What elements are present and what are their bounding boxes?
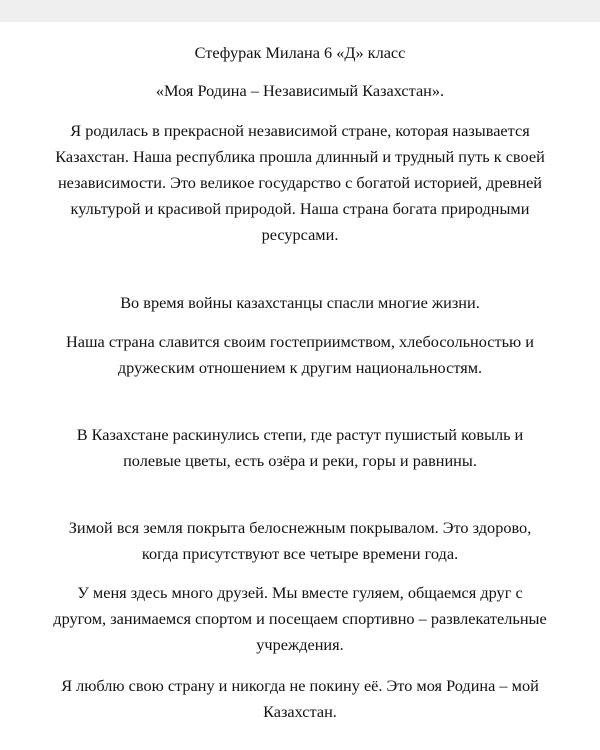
paragraph-1: Я родилась в прекрасной независимой стране, которая называется Казахстан. Наша республика прошла длинный и трудный путь к своей независимости. Это великое государство с богатой историей, древней культурой и красивой природой. Наша страна богата природными ресурсами. <box>55 121 545 244</box>
paragraph-7: Я люблю свою страну и никогда не покину её. Это моя Родина – мой Казахстан. <box>61 676 539 721</box>
author-line: Стефурак Милана 6 «Д» класс <box>194 43 406 62</box>
document-page <box>0 22 600 750</box>
paragraph-3: Наша страна славится своим гостеприимством, хлебосольностью и дружеским отношением к другим национальностям. <box>66 332 534 377</box>
paragraph-4: В Казахстане раскинулись степи, где растут пушистый ковыль и полевые цветы, есть озёра и реки, горы и равнины. <box>76 425 524 470</box>
paragraph-6: У меня здесь много друзей. Мы вместе гуляем, общаемся друг с другом, занимаемся спортом и посещаем спортивно – развлекательные учреждения. <box>53 583 547 654</box>
essay-title: «Моя Родина – Независимый Казахстан». <box>155 81 445 100</box>
paragraph-2: Во время войны казахстанцы спасли многие жизни. <box>120 293 480 312</box>
viewer-top-bar <box>0 0 600 22</box>
paragraph-5: Зимой вся земля покрыта белоснежным покрывалом. Это здорово, когда присутствуют все четыре времени года. <box>68 518 532 563</box>
